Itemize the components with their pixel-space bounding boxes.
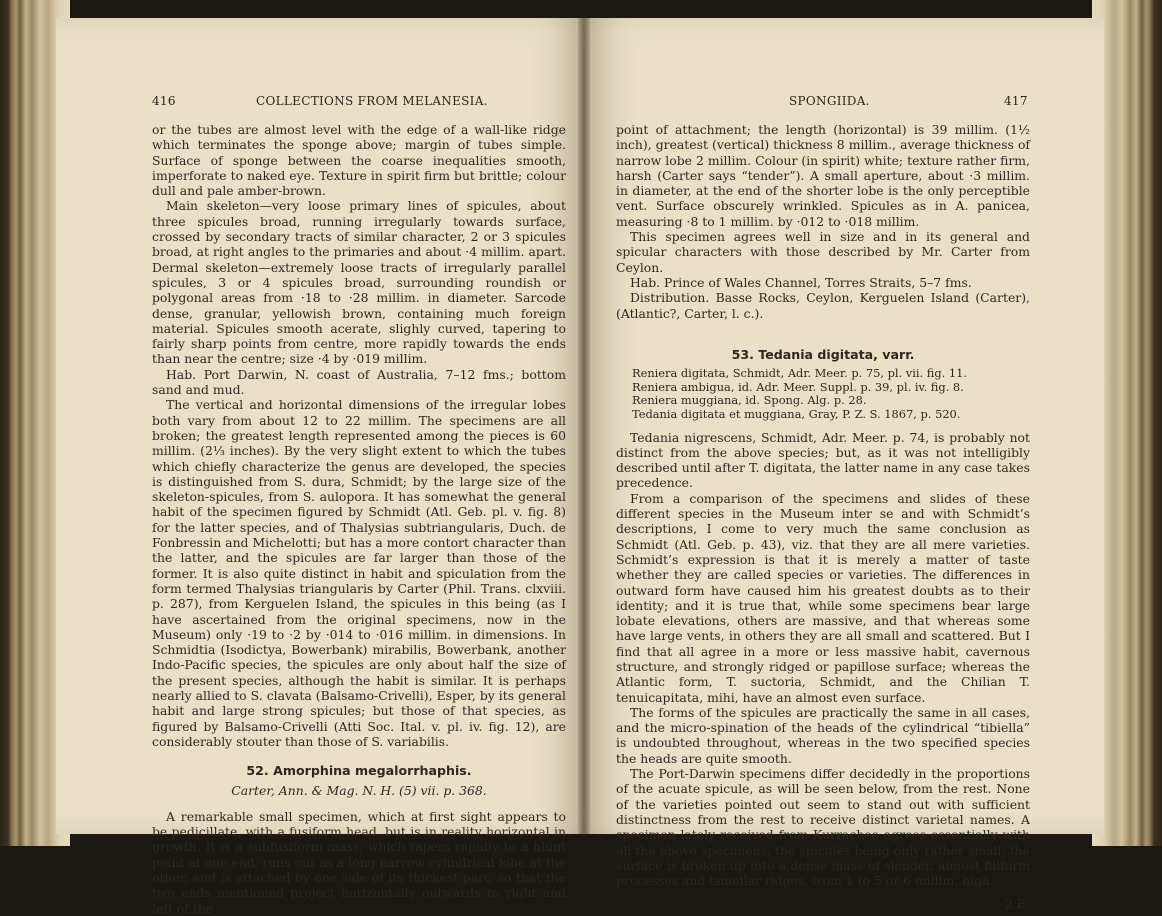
species-citation: Carter, Ann. & Mag. N. H. (5) vii. p. 368. <box>231 783 487 799</box>
page-number-left: 416 <box>152 94 176 108</box>
synonym-entry: Tedania digitata et muggiana, Gray, P. Z. S. 1867, p. 520. <box>632 406 961 421</box>
running-head-right: SPONGIIDA. <box>789 94 870 108</box>
paragraph: The forms of the spicules are practically the same in all cases, and the micro-spination of the heads of the cylindrical “tibiella” is undoubted throughout, whereas in the two specified species the heads are quite smooth. <box>616 704 1030 766</box>
synonym-entry: Reniera ambigua, id. Adr. Meer. Suppl. p. 39, pl. iv. fig. 8. <box>632 379 964 394</box>
species-heading: 52. Amorphina megalorrhaphis. <box>246 763 472 779</box>
paragraph: This specimen agrees well in size and in its general and spicular characters with those described by Mr. Carter from Ceylon. <box>616 229 1030 275</box>
paragraph: or the tubes are almost level with the edge of a wall-like ridge which terminates the sponge above; margin of tubes simple. Surface of sponge between the coarse inequalities smooth, imperforate to naked eye. Texture in spirit firm but brittle; colour dull and pale amber-brown. <box>152 122 566 199</box>
paragraph: Main skeleton—very loose primary lines of spicules, about three spicules broad, running irregularly towards surface, crossed by secondary tracts of similar character, 2 or 3 spicules broad, at right angles to the primaries and about ·4 millim. apart. Dermal skeleton—extremely loose tracts of irregularly parallel spicules, 3 or 4 spicules broad, surrounding roundish or polygonal areas from ·18 to ·28 millim. in diameter. Sarcode dense, granular, yellowish brown, containing much foreign material. Spicules smooth acerate, slighly curved, tapering to fairly sharp points from centre, more rapidly towards the ends than near the centre; size ·4 by ·019 millim. <box>152 198 566 367</box>
paragraph: point of attachment; the length (horizontal) is 39 millim. (1½ inch), greatest (vertical) thickness 8 millim., average thickness of narrow lobe 2 millim. Colour (in spirit) white; texture rather firm, harsh (Carter says “tender”). A small aperture, about ·3 millim. in diameter, at the end of the shorter lobe is the only perceptible vent. Surface obscurely wrinkled. Spicules as in A. panicea, measuring ·8 to 1 millim. by ·012 to ·018 millim. <box>616 122 1030 229</box>
running-head-left: COLLECTIONS FROM MELANESIA. <box>256 94 488 108</box>
left-page <box>56 18 584 916</box>
paragraph: Hab. Port Darwin, N. coast of Australia, 7–12 fms.; bottom sand and mud. <box>152 366 566 398</box>
paragraph: Tedania nigrescens, Schmidt, Adr. Meer. p. 74, is probably not distinct from the above species; but, as it was not intelligibly described until after T. digitata, the latter name in any case takes precedence. <box>616 429 1030 491</box>
synonymy-list <box>632 367 1030 421</box>
paragraph: A remarkable small specimen, which at first sight appears to be pedicillate, with a fusiform head, but is in reality horizontal in growth. It is a subfusiform mass, which tapers rapidly to a blunt point at one end, runs out as a long narrow cylindrical lobe at the other, and is attached by one side of its thickest part, so that the two ends mentioned project horizontally outwards to right and left of the <box>152 808 566 916</box>
right-page-body <box>616 122 1030 912</box>
paragraph: Distribution. Basse Rocks, Ceylon, Kerguelen Island (Carter), (Atlantic?, Carter, l. c.). <box>616 290 1030 321</box>
synonym-entry: Reniera digitata, Schmidt, Adr. Meer. p. 75, pl. vii. fig. 11. <box>632 366 967 381</box>
page-number-right: 417 <box>1004 94 1028 108</box>
signature-mark: 2 E <box>1005 896 1026 912</box>
synonym-entry: Reniera muggiana, id. Spong. Alg. p. 28. <box>632 393 867 408</box>
left-page-body <box>152 122 566 916</box>
paragraph: The vertical and horizontal dimensions of the irregular lobes both vary from about 12 to 22 millim. The specimens are all broken; the greatest length represented among the pieces is 60 millim. (2⅓ inches). By the very slight extent to which the tubes which chiefly characterize the genus are developed, the species is distinguished from S. dura, Schmidt; by the large size of the skeleton-spicules, from S. aulopora. It has somewhat the general habit of the specimen figured by Schmidt (Atl. Geb. pl. v. fig. 8) for the latter species, and of Thalysias subtriangularis, Duch. de Fonbressin and Michelotti; but has a more contort character than the latter, and the spicules are far larger than those of the former. It is also quite distinct in habit and spiculation from the form termed Thalysias triangularis by Carter (Phil. Trans. clxviii. p. 287), from Kerguelen Island, the spicules in this being (as I have ascertained from the original specimens, now in the Museum) only ·19 to ·2 by ·014 to ·016 millim. in dimensions. In Schmidtia (Isodictya, Bowerbank) mirabilis, Bowerbank, another Indo-Pacific species, the spicules are only about half the size of the present species, although the habit is similar. It is perhaps nearly allied to S. clavata (Balsamo-Crivelli), Esper, by its general habit and large strong spicules; but those of that species, as figured by Balsamo-Crivelli (Atti Soc. Ital. v. pl. iv. fig. 12), are considerably stouter than those of S. variabilis. <box>152 397 566 749</box>
paragraph: Hab. Prince of Wales Channel, Torres Straits, 5–7 fms. <box>630 274 972 290</box>
right-page <box>584 18 1104 912</box>
book-gutter <box>578 18 590 834</box>
species-heading: 53. Tedania digitata, varr. <box>731 346 915 362</box>
paragraph: The Port-Darwin specimens differ decidedly in the proportions of the acuate spicule, as will be seen below, from the rest. None of the varieties pointed out seem to stand out with sufficient distinctness from the rest to receive distinct varietal names. A specimen lately received from Kurrachee agrees essentially with all the above specimens, the spicules being only rather small; the surface is broken up into a dense mass of slender, almost filiform processes and lamellar ridges, from 1 to 5 or 6 millim. high. <box>616 766 1030 889</box>
paragraph: From a comparison of the specimens and slides of these different species in the Museum inter se and with Schmidt’s descriptions, I come to very much the same conclusion as Schmidt (Atl. Geb. p. 43), viz. that they are all mere varieties. Schmidt’s expression is that it is merely a matter of taste whether they are called species or varieties. The differences in outward form have caused him his greatest doubts as to their identity; and it is true that, while some specimens bear large lobate elevations, others are massive, and that whereas some have large vents, in others they are all small and scattered. But I find that all agree in a more or less massive habit, cavernous structure, and strongly ridged or papillose surface; whereas the Atlantic form, T. suctoria, Schmidt, and the Chilian T. tenuicapitata, mihi, have an almost even surface. <box>616 490 1030 705</box>
